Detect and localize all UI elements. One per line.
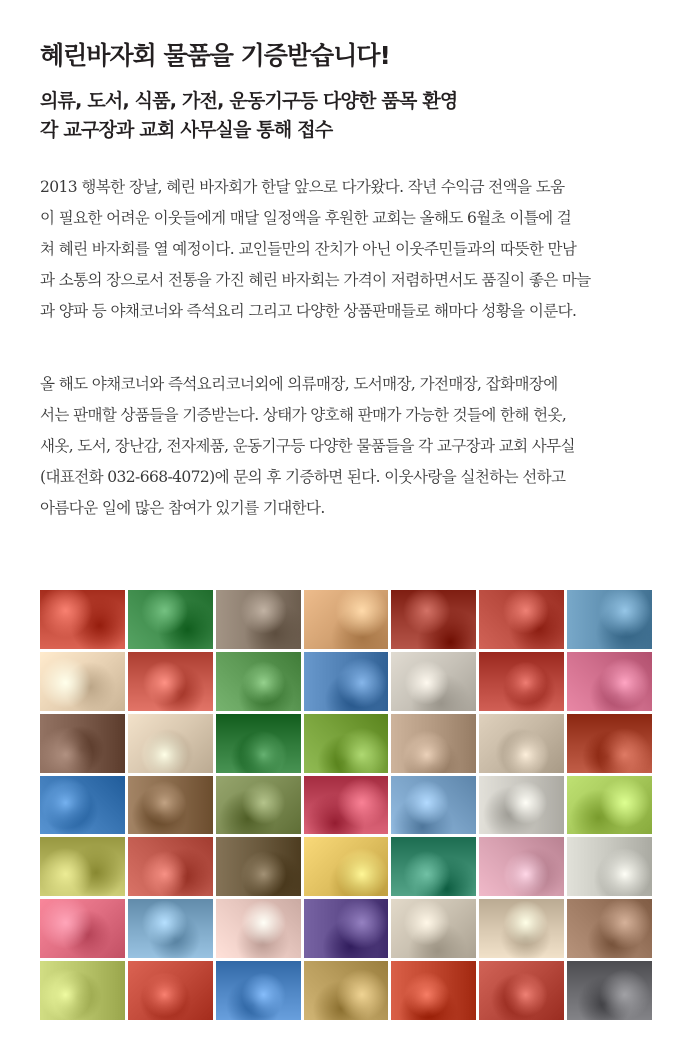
- collage-photo: [391, 837, 476, 896]
- paragraph-line: 쳐 혜린 바자회를 열 예정이다. 교인들만의 잔치가 아닌 이웃주민들과의 따뜻한 만남: [40, 240, 577, 258]
- article-paragraph-1: [40, 172, 652, 327]
- subtitle-categories: 의류, 도서, 식품, 가전, 운동기구등 다양한 품목 환영: [40, 90, 458, 112]
- collage-photo: [304, 590, 389, 649]
- collage-photo: [567, 590, 652, 649]
- collage-photo: [479, 961, 564, 1020]
- paragraph-line: 이 필요한 어려운 이웃들에게 매달 일정액을 후원한 교회는 올해도 6월초 이틀에 걸: [40, 209, 572, 227]
- collage-photo: [567, 961, 652, 1020]
- collage-photo: [216, 714, 301, 773]
- collage-photo: [391, 961, 476, 1020]
- collage-photo: [128, 776, 213, 835]
- paragraph-line: (대표전화 032-668-4072)에 문의 후 기증하면 된다. 이웃사랑을 실천하는 선하고: [40, 468, 566, 486]
- paragraph-line: 2013 행복한 장날, 혜린 바자회가 한달 앞으로 다가왔다. 작년 수익금 전액을 도움: [40, 178, 565, 196]
- collage-photo: [304, 899, 389, 958]
- collage-photo: [391, 899, 476, 958]
- collage-photo: [216, 776, 301, 835]
- subtitle-submission: 각 교구장과 교회 사무실을 통해 접수: [40, 119, 333, 141]
- collage-photo: [567, 714, 652, 773]
- collage-photo: [128, 590, 213, 649]
- collage-photo: [216, 961, 301, 1020]
- paragraph-line: 올 해도 야채코너와 즉석요리코너외에 의류매장, 도서매장, 가전매장, 잡화매장에: [40, 375, 558, 393]
- collage-photo: [304, 776, 389, 835]
- collage-photo: [391, 714, 476, 773]
- collage-photo: [304, 652, 389, 711]
- paragraph-line: 과 소통의 장으로서 전통을 가진 혜린 바자회는 가격이 저렴하면서도 품질이 좋은 마늘: [40, 271, 591, 289]
- paragraph-line: 아름다운 일에 많은 참여가 있기를 기대한다.: [40, 499, 325, 517]
- collage-photo: [479, 714, 564, 773]
- collage-photo: [216, 652, 301, 711]
- collage-photo: [391, 652, 476, 711]
- collage-photo: [391, 590, 476, 649]
- collage-photo: [304, 961, 389, 1020]
- collage-photo: [567, 776, 652, 835]
- paragraph-line: 새옷, 도서, 장난감, 전자제품, 운동기구등 다양한 물품들을 각 교구장과 교회 사무실: [40, 437, 575, 455]
- collage-photo: [40, 776, 125, 835]
- collage-photo: [479, 899, 564, 958]
- collage-photo: [40, 714, 125, 773]
- collage-photo: [40, 899, 125, 958]
- collage-photo: [479, 652, 564, 711]
- paragraph-line: 과 양파 등 야채코너와 즉석요리 그리고 다양한 상품판매들로 해마다 성황을 이룬다.: [40, 302, 577, 320]
- collage-photo: [40, 837, 125, 896]
- page-title: 혜린바자회 물품을 기증받습니다!: [40, 41, 390, 70]
- collage-photo: [40, 652, 125, 711]
- collage-photo: [567, 899, 652, 958]
- collage-photo: [128, 837, 213, 896]
- collage-photo: [567, 652, 652, 711]
- article-paragraph-2: [40, 369, 652, 524]
- collage-photo: [304, 837, 389, 896]
- collage-photo: [479, 837, 564, 896]
- collage-photo: [128, 714, 213, 773]
- collage-photo: [216, 899, 301, 958]
- collage-photo: [479, 590, 564, 649]
- collage-photo: [304, 714, 389, 773]
- paragraph-line: 서는 판매할 상품들을 기증받는다. 상태가 양호해 판매가 가능한 것들에 한해 헌옷,: [40, 406, 567, 424]
- collage-photo: [40, 961, 125, 1020]
- collage-photo: [40, 590, 125, 649]
- collage-photo: [216, 590, 301, 649]
- collage-photo: [128, 652, 213, 711]
- collage-photo: [479, 776, 564, 835]
- collage-photo: [128, 961, 213, 1020]
- collage-photo: [391, 776, 476, 835]
- collage-photo: [128, 899, 213, 958]
- collage-photo: [567, 837, 652, 896]
- bazaar-photo-collage: [40, 590, 652, 1020]
- collage-photo: [216, 837, 301, 896]
